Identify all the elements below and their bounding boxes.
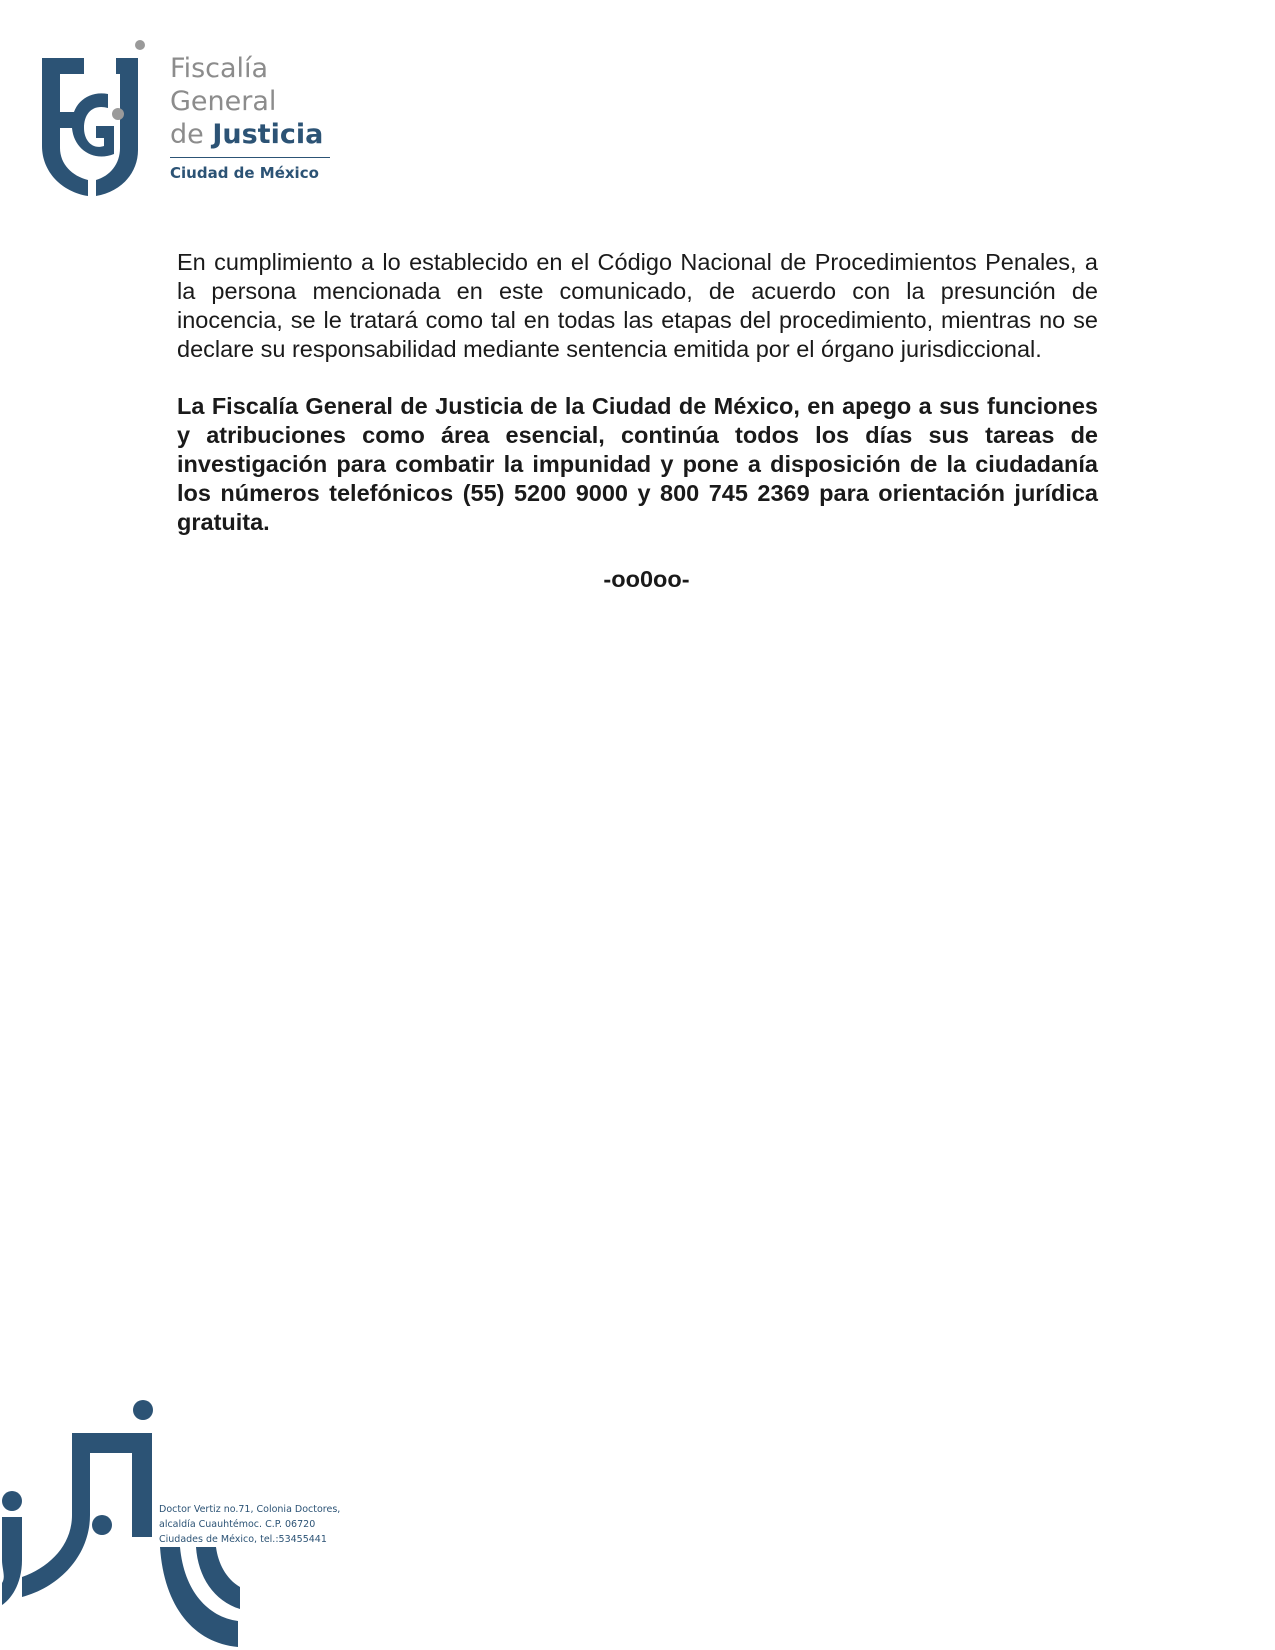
logo-line-1: Fiscalía <box>170 53 269 84</box>
logo-line-3-prefix: de <box>170 119 204 150</box>
logo-line-3-emphasis: Justicia <box>212 119 324 150</box>
closing-mark: -oo0oo- <box>603 566 690 592</box>
institutional-statement-paragraph: La Fiscalía General de Justicia de la Ciudad de México, en apego a sus funciones y atribuciones como área esencial, continúa todos los días sus tareas de investigación para combatir la impunidad y pone a disposición de la ciudadanía los números telefónicos (55) 5200 9000 y 800 745 2369 para orientación jurídica gratuita. <box>177 393 1098 535</box>
logo-city: Ciudad de México <box>170 164 319 182</box>
logo-divider <box>170 157 330 158</box>
presumption-of-innocence-paragraph: En cumplimiento a lo establecido en el Código Nacional de Procedimientos Penales, a la persona mencionada en este comunicado, de acuerdo con la presunción de inocencia, se le tratará como tal en todas las etapas del procedimiento, mientras no se declare su responsabilidad mediante sentencia emitida por el órgano jurisdiccional. <box>177 249 1098 362</box>
address-line: Doctor Vertiz no.71, Colonia Doctores, <box>159 1504 341 1515</box>
logo-line-2: General <box>170 86 277 117</box>
logo-wordmark <box>170 52 338 183</box>
address-line: alcaldía Cuauhtémoc. C.P. 06720 <box>159 1519 316 1530</box>
address-line: Ciudades de México, tel.:53455441 <box>159 1534 327 1545</box>
footer-address <box>159 1502 359 1547</box>
press-release-body <box>177 248 1098 594</box>
fgj-logo <box>38 36 338 196</box>
logo-line-3 <box>170 118 338 151</box>
fgj-emblem-icon <box>38 36 162 196</box>
